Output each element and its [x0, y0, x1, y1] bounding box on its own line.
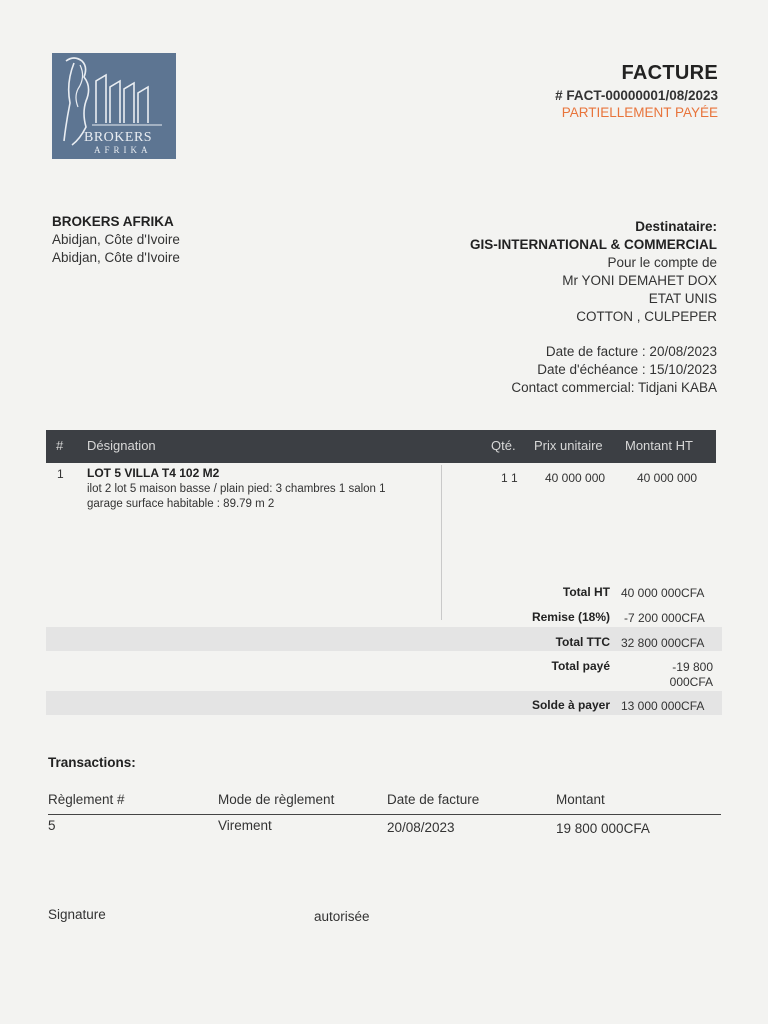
recipient-company: GIS-INTERNATIONAL & COMMERCIAL: [470, 237, 717, 252]
tx-header-date: Date de facture: [387, 792, 480, 807]
seller-name: BROKERS AFRIKA: [52, 214, 174, 229]
total-paid-label: Total payé: [551, 659, 610, 673]
seller-address: [52, 213, 180, 267]
col-header-unit-price: Prix unitaire: [534, 438, 603, 453]
signature-label: Signature: [48, 907, 106, 922]
discount-label: Remise (18%): [531, 610, 610, 624]
col-header-num: #: [56, 438, 64, 453]
payment-status: PARTIELLEMENT PAYÉE: [561, 105, 718, 120]
signature-authorized-label: autorisée: [314, 909, 370, 924]
item-amount: 40 000 000: [637, 471, 698, 485]
item-unit-price: 40 000 000: [545, 471, 606, 485]
invoice-date: Date de facture : 20/08/2023: [545, 344, 717, 359]
recipient-line: ETAT UNIS: [648, 291, 717, 306]
total-ht-label: Total HT: [562, 585, 610, 599]
recipient-label: Destinataire:: [635, 219, 717, 234]
tx-ref: 5: [48, 818, 56, 833]
seller-address-line: Abidjan, Côte d'Ivoire: [52, 250, 180, 265]
col-header-amount: Montant HT: [625, 438, 693, 453]
item-description-line: ilot 2 lot 5 maison basse / plain pied: 3 chambres 1 salon 1: [87, 483, 386, 495]
seller-address-line: Abidjan, Côte d'Ivoire: [52, 232, 180, 247]
total-paid-value-line: 000CFA: [669, 675, 713, 689]
col-header-qty: Qté.: [491, 438, 516, 453]
total-paid-value: [621, 660, 713, 690]
item-num: 1: [57, 467, 64, 481]
item-designation: [87, 466, 432, 512]
total-ht-value: 40 000 000CFA: [621, 586, 705, 600]
tx-header-mode: Mode de règlement: [218, 792, 335, 807]
invoice-title: FACTURE: [621, 62, 718, 84]
total-ttc-label: Total TTC: [555, 635, 610, 649]
company-logo: [52, 53, 176, 159]
sales-contact: Contact commercial: Tidjani KABA: [511, 380, 717, 395]
tx-date: 20/08/2023: [387, 820, 455, 835]
recipient-line: COTTON , CULPEPER: [576, 309, 717, 324]
brokers-afrika-logo-art: [52, 53, 176, 159]
tx-header-amount: Montant: [556, 792, 605, 807]
invoice-title-block: [555, 62, 718, 120]
logo-text-brokers: BROKERS: [84, 130, 153, 145]
item-description-line: garage surface habitable : 89.79 m 2: [87, 498, 275, 510]
tx-header-ref: Règlement #: [48, 792, 125, 807]
recipient-address: [470, 218, 717, 326]
discount-value: -7 200 000CFA: [624, 611, 705, 625]
recipient-line: Pour le compte de: [607, 255, 717, 270]
balance-label: Solde à payer: [531, 698, 610, 712]
invoice-number: # FACT-00000001/08/2023: [555, 88, 718, 103]
logo-text-afrika: AFRIKA: [94, 145, 152, 155]
recipient-line: Mr YONI DEMAHET DOX: [562, 273, 717, 288]
balance-value: 13 000 000CFA: [621, 699, 705, 713]
total-paid-value-line: -19 800: [672, 660, 713, 674]
items-table-header: [46, 430, 716, 463]
due-date: Date d'échéance : 15/10/2023: [537, 362, 717, 377]
tx-amount: 19 800 000CFA: [556, 821, 650, 836]
item-description: [87, 482, 432, 512]
invoice-dates: [511, 343, 717, 397]
transactions-divider: [48, 814, 721, 815]
item-title: LOT 5 VILLA T4 102 M2: [87, 466, 220, 480]
transactions-title: Transactions:: [48, 755, 136, 770]
col-header-designation: Désignation: [87, 438, 156, 453]
total-ttc-value: 32 800 000CFA: [621, 636, 705, 650]
item-qty: 1 1: [501, 471, 518, 485]
tx-mode: Virement: [218, 818, 272, 833]
